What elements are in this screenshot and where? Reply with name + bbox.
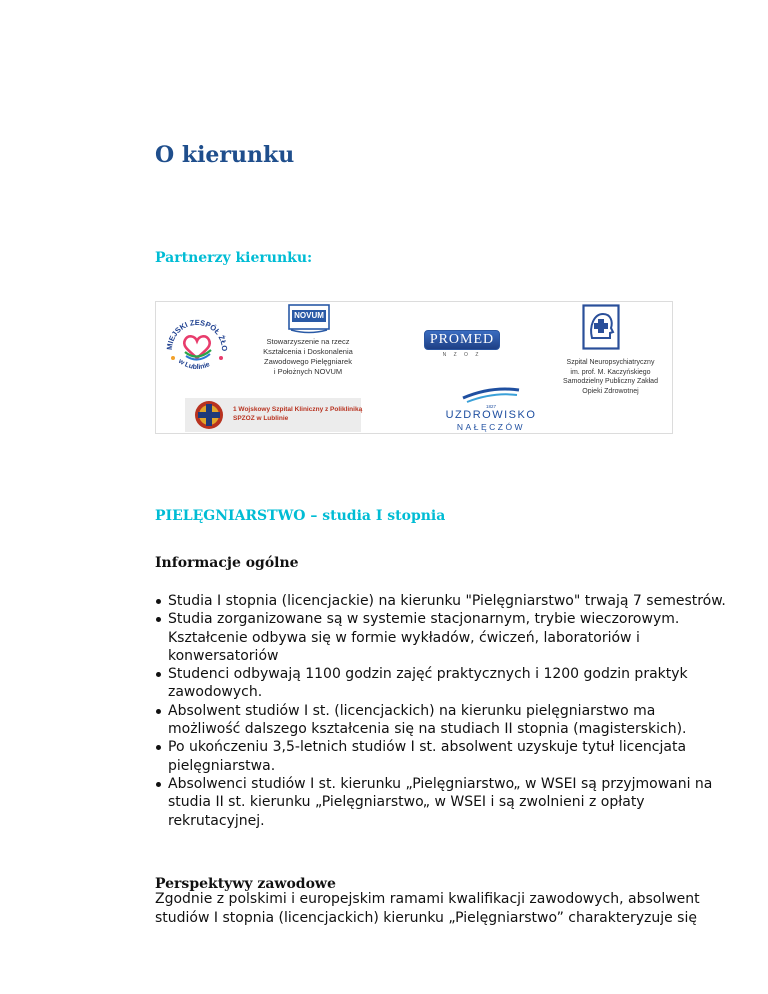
wojskowy-emblem-icon — [193, 399, 225, 431]
wojskowy-szpital-logo — [185, 398, 361, 432]
perspektywy-text: Zgodnie z polskimi i europejskim ramami kwalifikacji zawodowych, absolwent studiów I stopnia (licencjackich) kierunku „Pielęgniarstwo” charakteryzuje się — [155, 891, 700, 926]
partners-logo-strip — [155, 301, 673, 434]
novum-caption-line: Kształcenia i Doskonalenia — [263, 347, 353, 356]
uzdrowisko-logo — [441, 384, 541, 432]
promed-sub: N Z O Z — [442, 352, 482, 358]
wojskowy-caption-line: 1 Wojskowy Szpital Kliniczny z Polikliniką — [233, 406, 363, 413]
wave-icon — [461, 384, 521, 404]
uzdrowisko-name: UZDROWISKO — [445, 409, 537, 421]
szpital-caption-line: Samodzielny Publiczny Zakład — [563, 378, 658, 385]
szpital-caption-line: im. prof. M. Kaczyńskiego — [570, 368, 651, 376]
uzdrowisko-town: NAŁĘCZÓW — [456, 422, 526, 432]
page-title: O kierunku — [155, 142, 295, 168]
promed-logo — [424, 330, 502, 360]
info-list — [155, 592, 728, 830]
novum-logo — [248, 304, 368, 382]
list-item: Absolwent studiów I st. (licencjackich) na kierunku pielęgniarstwo ma możliwość dalszego kształcenia się na studiach II stopnia (magisterskich). — [168, 702, 728, 739]
szpital-neuro-logo — [548, 304, 673, 400]
uzdrowisko-year: 1827 — [485, 404, 496, 409]
promed-name: PROMED — [429, 332, 495, 347]
svg-text:MIEJSKI ZESPÓŁ ŻŁOBKÓW — [164, 306, 229, 352]
list-item: Po ukończeniu 3,5-letnich studiów I st. absolwent uzyskuje tytuł licencjata pielęgniarstwa. — [168, 738, 728, 775]
novum-caption-line: Stowarzyszenie na rzecz — [266, 337, 350, 346]
zlobki-logo — [164, 306, 230, 380]
perspektywy-heading: Perspektywy zawodowe — [155, 876, 336, 892]
novum-badge-text: NOVUM — [294, 311, 324, 320]
list-item: Absolwenci studiów I st. kierunku „Pielęgniarstwo„ w WSEI są przyjmowani na studia II st. kierunku „Pielęgniarstwo„ w WSEI i są zwolnieni z opłaty rekrutacyjnej. — [168, 775, 728, 830]
head-cross-icon — [582, 304, 620, 350]
list-item: Studia zorganizowane są w systemie stacjonarnym, trybie wieczorowym. Kształcenie odbywa się w formie wykładów, ćwiczeń, laboratoriów i konwersatoriów — [168, 610, 728, 665]
novum-caption-line: Zawodowego Pielęgniarek — [264, 357, 352, 366]
wojskowy-caption-line: SPZOZ w Lublinie — [233, 415, 289, 422]
program-heading: PIELĘGNIARSTWO – studia I stopnia — [155, 508, 446, 524]
partners-heading: Partnerzy kierunku: — [155, 250, 313, 266]
zlobki-arc-text: MIEJSKI ZESPÓŁ ŻŁO — [164, 317, 230, 352]
info-heading: Informacje ogólne — [155, 555, 299, 571]
list-item: Studia I stopnia (licencjackie) na kierunku "Pielęgniarstwo" trwają 7 semestrów. — [168, 592, 728, 610]
szpital-caption-line: Opieki Zdrowotnej — [582, 387, 639, 395]
zlobki-city-text: w Lublinie — [177, 357, 211, 372]
novum-caption-line: i Położnych NOVUM — [273, 367, 343, 376]
novum-book-icon — [288, 304, 330, 334]
list-item: Studenci odbywają 1100 godzin zajęć praktycznych i 1200 godzin praktyk zawodowych. — [168, 665, 728, 702]
szpital-caption-line: Szpital Neuropsychiatryczny — [566, 359, 655, 366]
